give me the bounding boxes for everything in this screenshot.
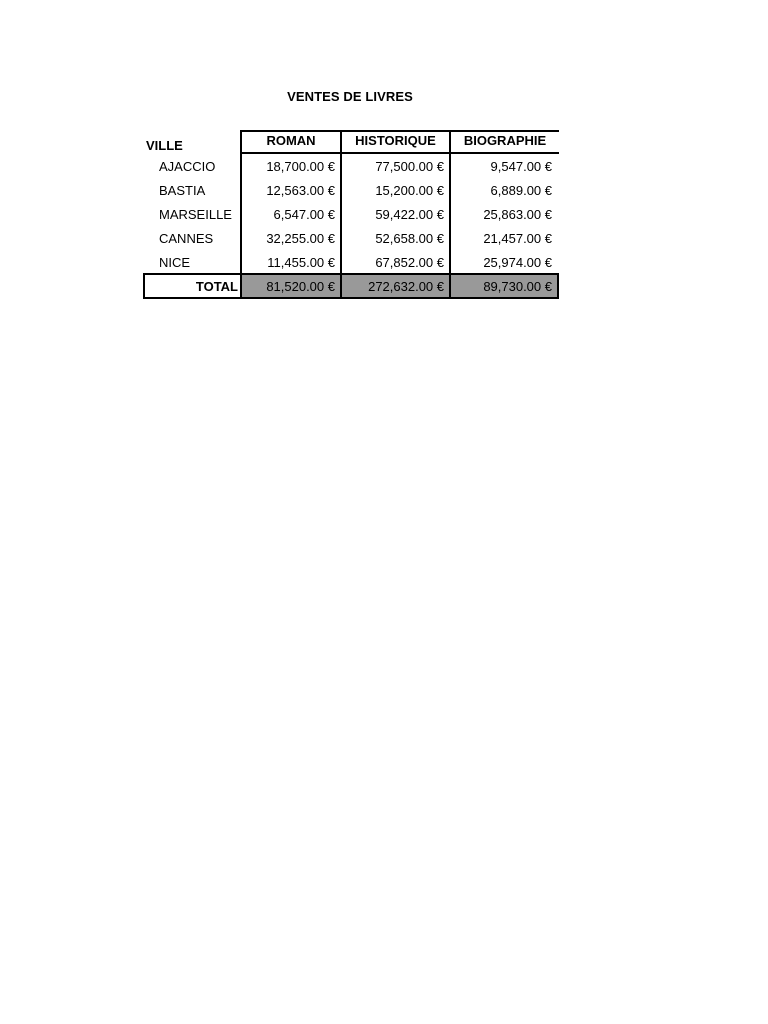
- value-cell: 6,889.00 €: [490, 183, 552, 198]
- value-cell: 21,457.00 €: [483, 231, 552, 246]
- column-header-label: BIOGRAPHIE: [463, 133, 547, 148]
- column-header-label: ROMAN: [266, 133, 316, 148]
- value-cell: 6,547.00 €: [273, 207, 335, 222]
- city-name: CANNES: [159, 231, 214, 246]
- column-header-label: HISTORIQUE: [355, 133, 436, 148]
- column-header-biographie: [449, 130, 559, 154]
- table-row: [0, 203, 768, 227]
- table-row: [0, 155, 768, 179]
- column-header-historique: [340, 130, 451, 154]
- value-cell: 25,974.00 €: [483, 255, 552, 270]
- value-cell: 25,863.00 €: [483, 207, 552, 222]
- column-header-roman: [240, 130, 342, 154]
- value-cell: 59,422.00 €: [375, 207, 444, 222]
- value-cell: 77,500.00 €: [375, 159, 444, 174]
- value-cell: 12,563.00 €: [266, 183, 335, 198]
- city-name: AJACCIO: [159, 159, 216, 174]
- value-cell: 15,200.00 €: [375, 183, 444, 198]
- ville-column-header: VILLE: [146, 138, 183, 153]
- city-name: MARSEILLE: [159, 207, 232, 222]
- table-row: [0, 227, 768, 251]
- total-value-biographie: 89,730.00 €: [483, 279, 552, 294]
- total-label: TOTAL: [195, 279, 238, 294]
- city-name: NICE: [159, 255, 191, 270]
- table-row: [0, 251, 768, 275]
- value-cell: 9,547.00 €: [490, 159, 552, 174]
- value-cell: 11,455.00 €: [267, 255, 335, 270]
- table-row: [0, 179, 768, 203]
- value-cell: 67,852.00 €: [375, 255, 444, 270]
- total-value-roman: 81,520.00 €: [266, 279, 335, 294]
- value-cell: 52,658.00 €: [375, 231, 444, 246]
- value-cell: 18,700.00 €: [266, 159, 335, 174]
- total-value-historique: 272,632.00 €: [368, 279, 444, 294]
- table-title: VENTES DE LIVRES: [287, 89, 413, 104]
- value-cell: 32,255.00 €: [266, 231, 335, 246]
- city-name: BASTIA: [159, 183, 206, 198]
